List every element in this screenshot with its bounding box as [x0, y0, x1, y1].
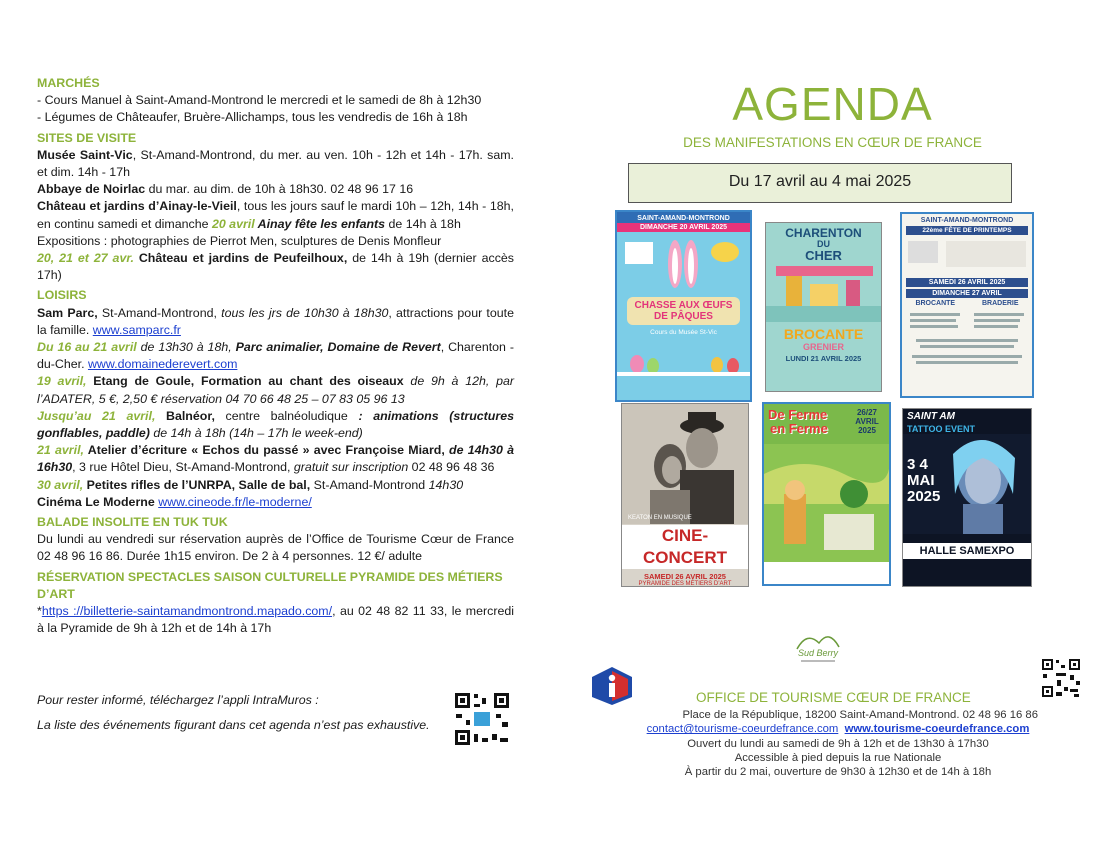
poster-place: PYRAMIDE DES MÉTIERS D’ART	[638, 581, 732, 587]
bunny-ears-icon	[617, 232, 750, 292]
samparc-link[interactable]: www.samparc.fr	[92, 322, 181, 337]
footnote	[37, 693, 457, 743]
section-title-marches: MARCHÉS	[37, 76, 100, 90]
section-title-sites: SITES DE VISITE	[37, 130, 137, 145]
easter-eggs-icon	[617, 336, 750, 376]
poster-top: KEATON EN MUSIQUE	[628, 515, 692, 521]
poster-title-line-2: DU	[817, 239, 830, 249]
poster-tattoo-event[interactable]	[902, 408, 1032, 587]
poster-title: CHASSE AUX ŒUFS DE PÂQUES	[627, 297, 740, 325]
poster-main: BROCANTE	[783, 326, 864, 342]
cinema-link[interactable]: www.cineode.fr/le-moderne/	[158, 494, 312, 509]
poster-title-1: De Ferme	[768, 407, 828, 422]
poster-title: CINE-CONCERT	[622, 525, 748, 569]
poster-header: SAINT-AMAND-MONTROND	[617, 212, 750, 223]
sud-berry-logo-icon	[793, 625, 843, 665]
office-access: Accessible à pied depuis la rue Nationale	[734, 751, 942, 764]
poster-title-line-1: CHARENTON	[785, 226, 862, 240]
office-email-link[interactable]: contact@tourisme-coeurdefrance.com	[646, 723, 839, 736]
poster-de-ferme-en-ferme[interactable]	[762, 402, 891, 586]
office-title: OFFICE DE TOURISME CŒUR DE FRANCE	[696, 690, 971, 705]
balneor-entry: Jusqu’au 21 avril, Balnéor, centre balnéoludique : animations (structures gonflables, paddle) de 14h à 18h (14h – 17h le week-end)	[37, 408, 514, 441]
poster-fete: 22ème FÊTE DE PRINTEMPS	[906, 226, 1028, 235]
office-may-hours: À partir du 2 mai, ouverture de 9h30 à 12h30 et de 14h à 18h	[684, 766, 992, 779]
samparc-entry: Sam Parc, St-Amand-Montrond, tous les jrs de 10h30 à 18h30, attractions pour toute la famille. www.samparc.fr	[37, 305, 514, 337]
section-title-reservation: RÉSERVATION SPECTACLES SAISON CULTURELLE PYRAMIDE DES MÉTIERS D’ART	[37, 569, 503, 601]
billetterie-link[interactable]: https ://billetterie-saintamandmontrond.mapado.com/	[41, 604, 333, 619]
not-exhaustive-note: La liste des événements figurant dans cet agenda n’est pas exhaustive.	[37, 718, 430, 732]
date-range-box: Du 17 avril au 4 mai 2025	[628, 163, 1012, 203]
poster-date: DIMANCHE 20 AVRIL 2025	[617, 223, 750, 232]
poster-date: SAMEDI 26 AVRIL 2025	[644, 572, 726, 581]
office-address: Place de la République, 18200 Saint-Amand-Montrond. 02 48 96 16 86	[682, 709, 1038, 721]
cinema-entry: Cinéma Le Moderne www.cineode.fr/le-moderne/	[37, 494, 312, 509]
farm-landscape-icon	[764, 444, 889, 584]
abbaye-entry: Abbaye de Noirlac du mar. au dim. de 10h à 18h30. 02 48 96 17 16	[37, 182, 414, 197]
poster-date: 26/27 AVRIL 2025	[855, 408, 879, 435]
poster-title-2: en Ferme	[770, 421, 828, 436]
poster-header: SAINT-AMAND-MONTROND	[920, 217, 1014, 224]
sponsor-logos-icon	[902, 237, 1032, 271]
goule-entry: 19 avril, Etang de Goule, Formation au chant des oiseaux de 9h à 12h, par l’ADATER, 5 €, 2,50 € réservation 04 70 66 48 25 – 07 83 05 96 13	[37, 374, 514, 406]
poster-place: Cours du Musée St-Vic	[650, 329, 717, 336]
balade-text: Du lundi au vendredi sur réservation auprès de l’Office de Tourisme Cœur de France 02 48 96 16 86. Durée 1h15 environ. De 2 à 4 personnes. 12 €/ adulte	[37, 532, 514, 564]
poster-title-line-3: CHER	[805, 248, 842, 263]
peufeilhoux-entry: 20, 21 et 27 avr. Château et jardins de Peufeilhoux, de 14h à 19h (dernier accès 17h)	[37, 251, 514, 283]
musee-entry: Musée Saint-Vic, St-Amand-Montrond, du mer. au ven. 10h - 12h et 14h - 17h. sam. et dim. 14h - 17h	[37, 147, 514, 180]
poster-col-1: BROCANTE	[915, 300, 956, 307]
agenda-title: AGENDA	[732, 78, 933, 130]
office-site-link[interactable]: www.tourisme-coeurdefrance.com	[844, 723, 1030, 736]
sud-berry-logo-text: Sud Berry	[797, 648, 839, 658]
revert-link[interactable]: www.domainederevert.com	[87, 357, 238, 372]
poster-date: 3 4 MAI 2025	[907, 456, 941, 505]
section-title-loisirs: LOISIRS	[37, 288, 87, 303]
tourism-info-logo-icon	[590, 665, 634, 707]
poster-fete-de-printemps[interactable]	[900, 212, 1034, 398]
qr-code-intramuros-icon[interactable]	[452, 690, 512, 748]
revert-entry: Du 16 au 21 avril de 13h30 à 18h, Parc animalier, Domaine de Revert, Charenton -du-Cher. www.domainederevert.com	[37, 340, 514, 372]
poster-col-2: BRADERIE	[981, 300, 1019, 307]
poster-date: LUNDI 21 AVRIL 2025	[785, 354, 862, 363]
expositions-line: Expositions : photographies de Pierrot Men, sculptures de Denis Monfleur	[37, 233, 442, 248]
rifles-entry: 30 avril, Petites rifles de l’UNRPA, Salle de bal, St-Amand-Montrond 14h30	[37, 477, 464, 492]
office-hours: Ouvert du lundi au samedi de 9h à 12h et de 13h30 à 17h30	[687, 737, 989, 750]
keaton-photo-icon	[622, 404, 749, 524]
poster-cine-concert[interactable]	[621, 403, 749, 587]
poster-brocante-charenton[interactable]	[765, 222, 882, 392]
poster-sub: GRENIER	[802, 342, 844, 352]
office-links	[608, 722, 1068, 736]
section-title-balade: BALADE INSOLITE EN TUK TUK	[37, 515, 228, 530]
poster-chasse-aux-oeufs[interactable]	[615, 210, 752, 402]
poster-title: TATTOO EVENT	[907, 424, 976, 434]
marches-line-1: - Cours Manuel à Saint-Amand-Montrond le mercredi et le samedi de 8h à 12h30	[37, 93, 482, 108]
poster-header: SAINT AM	[907, 411, 955, 422]
poster-date-2: DIMANCHE 27 AVRIL	[906, 289, 1028, 298]
atelier-entry: 21 avril, Atelier d’écriture « Echos du passé » avec Françoise Miard, de 14h30 à 16h30, 3 rue Hôtel Dieu, St-Amand-Montrond, gratuit sur inscription 02 48 96 48 36	[37, 443, 514, 475]
reservation-text: *https ://billetterie-saintamandmontrond.mapado.com/, au 02 48 82 11 33, le mercredi à la Pyramide de 9h à 12h et de 14h à 17h	[37, 604, 514, 636]
office-contact-block	[608, 708, 1068, 779]
poster-columns	[902, 300, 1032, 307]
poster-small-text-icon	[902, 307, 1032, 377]
poster-date-1: SAMEDI 26 AVRIL 2025	[906, 278, 1028, 287]
chateau-ainay-entry: Château et jardins d’Ainay-le-Vieil, tous les jours sauf le mardi 10h – 12h, 14h - 18h, en continu samedi et dimanche 20 avril Ainay fête les enfants de 14h à 18h	[37, 199, 514, 231]
agenda-subtitle: DES MANIFESTATIONS EN CŒUR DE FRANCE	[683, 135, 982, 150]
poster-place: HALLE SAMEXPO	[903, 543, 1031, 559]
market-stall-icon	[766, 262, 882, 322]
marches-line-2: - Légumes de Châteaufer, Bruère-Allichamps, tous les vendredis de 16h à 18h	[37, 110, 468, 125]
left-column	[37, 75, 514, 638]
qr-code-office-icon[interactable]	[1040, 657, 1082, 699]
intramuros-note: Pour rester informé, téléchargez l’appli IntraMuros :	[37, 693, 319, 707]
